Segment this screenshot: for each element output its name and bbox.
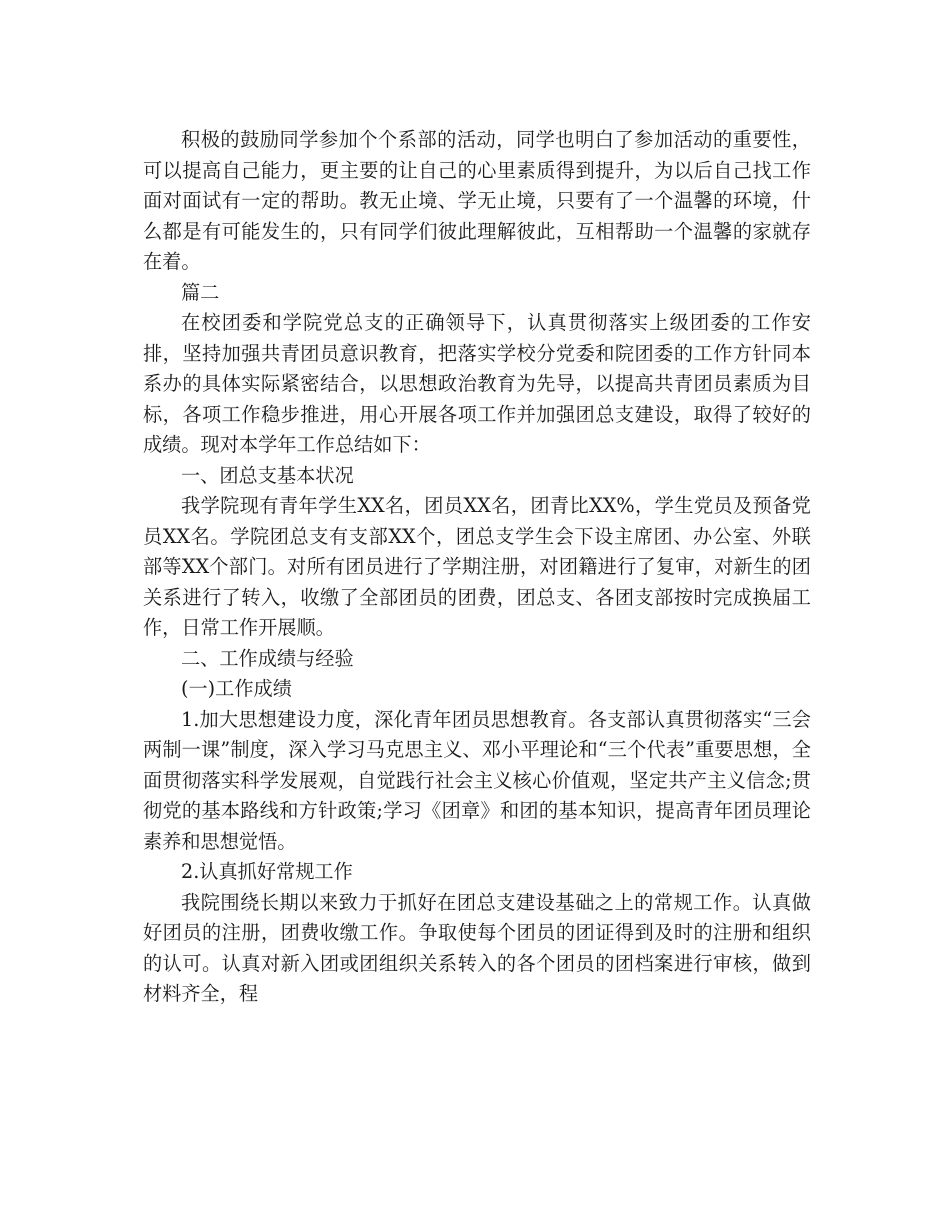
section-heading-part-two: 篇二 xyxy=(181,280,220,304)
paragraph-routine-work: 我院围绕长期以来致力于抓好在团总支建设基础之上的常规工作。认真做好团员的注册，团费收缴工作。争取使每个团员的团证得到及时的注册和组织的认可。认真对新入团或团组织关系转入的各个团员的团档案进行审核，做到材料齐全，程 xyxy=(143,890,811,1005)
section-heading-achievements: 二、工作成绩与经验 xyxy=(181,646,354,670)
paragraph-ideology-education: 1.加大思想建设力度，深化青年团员思想教育。各支部认真贯彻落实“三会两制一课”制度，深入学习马克思主义、邓小平理论和“三个代表”重要思想，全面贯彻落实科学发展观，自觉践行社会主义核心价值观，坚定共产主义信念;贯彻党的基本路线和方针政策;学习《团章》和团的基本知识，提高青年团员理论素养和思想觉悟。 xyxy=(143,707,811,853)
paragraph-intro-summary: 在校团委和学院党总支的正确领导下，认真贯彻落实上级团委的工作安排，坚持加强共青团员意识教育，把落实学校分党委和院团委的工作方针同本系办的具体实际紧密结合，以思想政治教育为先导，以提高共青团员素质为目标，各项工作稳步推进，用心开展各项工作并加强团总支建设，取得了较好的成绩。现对本学年工作总结如下： xyxy=(143,311,811,456)
subsection-heading-work-results: (一)工作成绩 xyxy=(181,677,292,700)
document-body xyxy=(143,125,811,1010)
section-heading-basic-status: 一、团总支基本状况 xyxy=(181,463,354,487)
paragraph-encourage-activities: 积极的鼓励同学参加个个系部的活动，同学也明白了参加活动的重要性，可以提高自己能力，更主要的让自己的心里素质得到提升，为以后自己找工作面对面试有一定的帮助。教无止境、学无止境，只要有了一个温馨的环境，什么都是有可能发生的，只有同学们彼此理解彼此，互相帮助一个温馨的家就存在着。 xyxy=(143,128,811,273)
paragraph-basic-status: 我学院现有青年学生XX名，团员XX名，团青比XX%，学生党员及预备党员XX名。学院团总支有支部XX个，团总支学生会下设主席团、办公室、外联部等XX个部门。对所有团员进行了学期注册，对团籍进行了复审，对新生的团关系进行了转入，收缴了全部团员的团费，团总支、各团支部按时完成换届工作，日常工作开展顺。 xyxy=(143,494,811,639)
item-heading-routine-work: 2.认真抓好常规工作 xyxy=(181,860,353,883)
